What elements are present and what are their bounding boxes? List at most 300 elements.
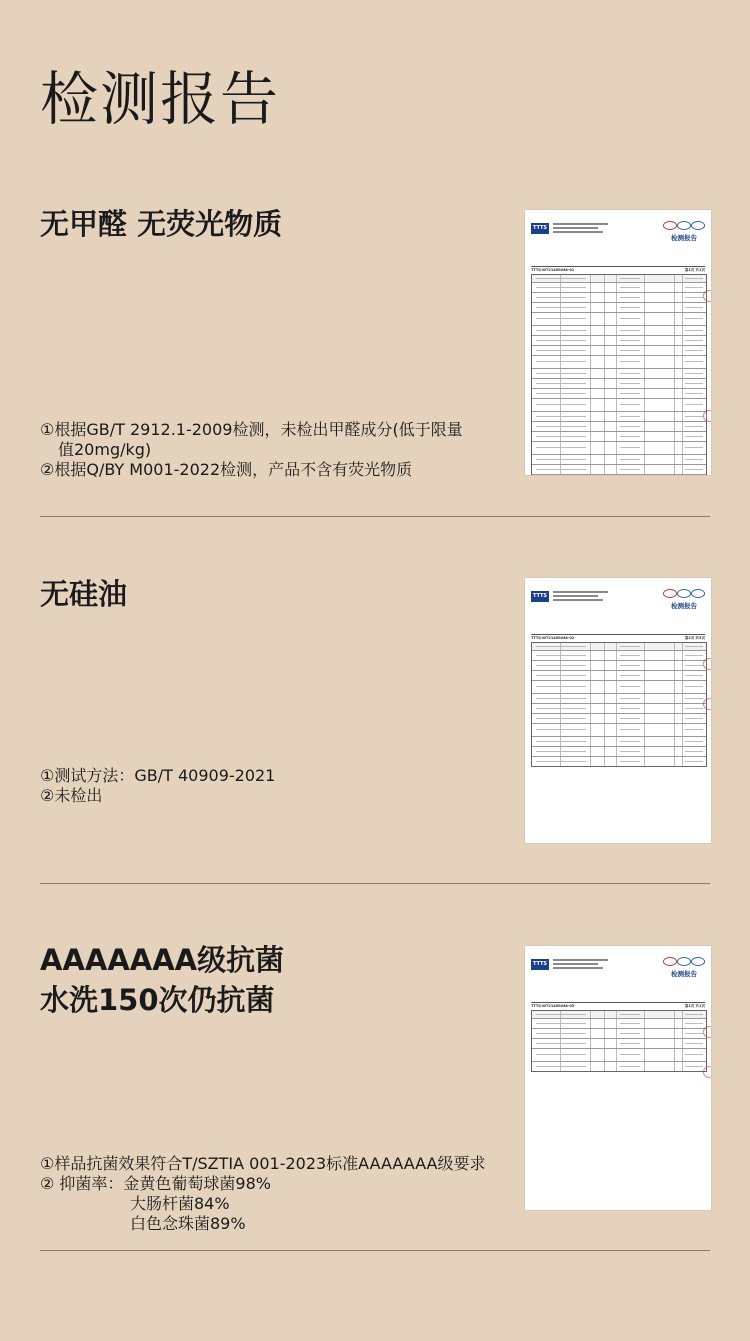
note-line: ①根据GB/T 2912.1-2009检测，未检出甲醛成分(低于限量	[40, 420, 463, 439]
test-report-image	[525, 578, 711, 843]
report-table-col	[604, 671, 605, 680]
report-table-text	[620, 361, 640, 363]
report-rule	[531, 1002, 705, 1003]
report-table-col	[604, 399, 605, 411]
report-table-col	[644, 737, 645, 746]
report-table-col	[590, 1011, 591, 1018]
report-table-text	[685, 708, 703, 710]
report-table-text	[536, 1043, 586, 1045]
report-table-col	[682, 704, 683, 713]
report-table-col	[616, 1062, 617, 1071]
report-table-col	[604, 313, 605, 325]
report-table-col	[604, 724, 605, 736]
report-table-col	[674, 412, 675, 421]
report-table-col	[616, 303, 617, 312]
report-table-col	[682, 455, 683, 464]
report-org-lines	[553, 221, 608, 233]
note-line: 白色念珠菌89%	[130, 1214, 246, 1233]
report-table-row	[532, 292, 706, 302]
note-line: ② 抑菌率：金黄色葡萄球菌98%	[40, 1174, 271, 1193]
report-table-text	[620, 404, 640, 406]
report-table-col	[616, 724, 617, 736]
report-table-col	[644, 356, 645, 368]
report-table-row	[532, 411, 706, 421]
report-table-text	[536, 469, 586, 471]
report-table-col	[604, 336, 605, 345]
report-table-col	[682, 442, 683, 454]
report-table-text	[685, 729, 703, 731]
report-table-row	[532, 1028, 706, 1038]
report-table-col	[590, 651, 591, 660]
report-table-text	[620, 426, 640, 428]
section-notes	[40, 420, 463, 480]
report-table-col	[644, 442, 645, 454]
section-title-line: 水洗150次仍抗菌	[40, 983, 275, 1017]
report-table-col	[644, 283, 645, 292]
report-table-col	[674, 714, 675, 723]
report-table-col	[682, 724, 683, 736]
report-table-col	[590, 379, 591, 388]
report-table-text	[620, 1033, 640, 1035]
report-table-col	[682, 379, 683, 388]
report-table-col	[682, 1019, 683, 1028]
report-table-col	[644, 313, 645, 325]
report-table-text	[685, 447, 703, 449]
report-table-col	[616, 293, 617, 302]
report-table-col	[674, 313, 675, 325]
report-table-col	[616, 1019, 617, 1028]
report-table-col	[682, 313, 683, 325]
ttts-logo: TTTS	[531, 959, 549, 970]
report-table-text	[685, 655, 703, 657]
report-table-text	[685, 1066, 703, 1068]
report-table-text	[620, 646, 640, 648]
report-table-row	[532, 1018, 706, 1028]
report-table-col	[616, 346, 617, 355]
report-table-col	[674, 661, 675, 670]
report-table-col	[682, 275, 683, 282]
report-table-text	[620, 350, 640, 352]
report-table-col	[682, 303, 683, 312]
report-table-col	[674, 455, 675, 464]
report-table-row	[532, 431, 706, 441]
report-table-col	[604, 1011, 605, 1018]
section-divider	[40, 883, 710, 884]
badge-icon	[691, 589, 705, 598]
report-table-col	[644, 671, 645, 680]
report-table-col	[682, 422, 683, 431]
report-table-col	[616, 442, 617, 454]
report-table-row	[532, 441, 706, 454]
report-table-text	[685, 350, 703, 352]
report-table-col	[590, 465, 591, 474]
report-table-col	[682, 432, 683, 441]
red-seal-mark	[703, 658, 711, 670]
section-title	[40, 204, 282, 244]
report-org-lines	[553, 589, 608, 601]
report-table-row	[532, 388, 706, 398]
red-seal-mark	[703, 1066, 711, 1078]
report-table-col	[682, 356, 683, 368]
report-table-text	[536, 751, 586, 753]
report-table-text	[620, 287, 640, 289]
report-table-col	[616, 313, 617, 325]
report-table-col	[616, 465, 617, 474]
report-table-col	[590, 704, 591, 713]
report-table-text	[685, 404, 703, 406]
report-table-text	[620, 665, 640, 667]
report-table-col	[616, 651, 617, 660]
report-table-row	[532, 1048, 706, 1061]
report-table-text	[620, 1066, 640, 1068]
report-table-text	[620, 459, 640, 461]
report-table-col	[616, 356, 617, 368]
badge-icon	[691, 221, 705, 230]
report-table-col	[604, 1049, 605, 1061]
report-table-row	[532, 736, 706, 746]
report-table-text	[620, 416, 640, 418]
report-table-text	[536, 729, 586, 731]
red-seal-mark	[703, 410, 711, 422]
report-table-row	[532, 345, 706, 355]
report-table-col	[616, 336, 617, 345]
report-table-text	[685, 751, 703, 753]
report-table-row	[532, 660, 706, 670]
report-table-text	[620, 698, 640, 700]
report-table-row	[532, 693, 706, 703]
report-table-col	[644, 694, 645, 703]
report-table-row	[532, 643, 706, 650]
report-table-text	[685, 318, 703, 320]
report-table-col	[616, 275, 617, 282]
report-table-text	[620, 1023, 640, 1025]
report-table-text	[620, 383, 640, 385]
report-table-text	[536, 718, 586, 720]
report-table	[531, 642, 707, 767]
report-table-col	[590, 275, 591, 282]
report-table-col	[604, 455, 605, 464]
report-table-text	[620, 761, 640, 763]
report-table-text	[620, 686, 640, 688]
report-table-col	[644, 724, 645, 736]
report-table-text	[620, 1043, 640, 1045]
report-table-text	[620, 373, 640, 375]
report-table-col	[590, 293, 591, 302]
report-table-col	[674, 737, 675, 746]
report-table-text	[536, 330, 586, 332]
section-notes	[40, 766, 275, 806]
report-table-col	[590, 1029, 591, 1038]
report-table-col	[604, 661, 605, 670]
badge-icon	[663, 589, 677, 598]
report-page: 第1页 共1页	[684, 268, 705, 272]
report-table-col	[616, 389, 617, 398]
report-table-col	[644, 346, 645, 355]
report-table-text	[536, 416, 586, 418]
report-table-col	[616, 1039, 617, 1048]
report-table-col	[674, 422, 675, 431]
report-table-col	[674, 694, 675, 703]
report-table-col	[644, 399, 645, 411]
report-table-col	[674, 399, 675, 411]
report-table-col	[644, 1011, 645, 1018]
report-table-text	[536, 741, 586, 743]
report-table-col	[644, 643, 645, 650]
report-table-col	[682, 643, 683, 650]
report-table-text	[536, 383, 586, 385]
report-table-col	[604, 694, 605, 703]
report-table-col	[590, 1039, 591, 1048]
report-table-col	[590, 694, 591, 703]
report-header	[531, 219, 705, 249]
report-table-col	[674, 681, 675, 693]
section-title-line: 无硅油	[40, 577, 128, 611]
report-table-row	[532, 368, 706, 378]
report-table-text	[685, 426, 703, 428]
report-table-col	[674, 275, 675, 282]
report-table-col	[644, 1039, 645, 1048]
report-table-col	[674, 1019, 675, 1028]
report-table-col	[674, 346, 675, 355]
report-table-col	[682, 293, 683, 302]
report-table-row	[532, 670, 706, 680]
report-table-col	[590, 661, 591, 670]
report-number: TTTS-WT21400048-02	[531, 636, 575, 640]
report-table-col	[682, 714, 683, 723]
report-table-row	[532, 421, 706, 431]
report-table-col	[674, 356, 675, 368]
report-table-row	[532, 1061, 706, 1071]
report-table-col	[590, 643, 591, 650]
report-table-col	[616, 455, 617, 464]
report-table-col	[604, 681, 605, 693]
report-table-text	[685, 761, 703, 763]
report-table-text	[536, 404, 586, 406]
page-title: 检测报告	[40, 65, 281, 133]
report-table-col	[674, 465, 675, 474]
report-table-text	[536, 287, 586, 289]
report-rule	[531, 266, 705, 267]
report-table-col	[604, 704, 605, 713]
report-table-row	[532, 355, 706, 368]
report-table-col	[644, 389, 645, 398]
report-table-text	[685, 340, 703, 342]
report-table-col	[590, 422, 591, 431]
report-table-col	[644, 303, 645, 312]
red-seal-mark	[703, 1026, 711, 1038]
report-table-text	[685, 718, 703, 720]
report-table-col	[682, 283, 683, 292]
report-table-col	[644, 369, 645, 378]
report-table-col	[682, 412, 683, 421]
report-table-col	[682, 661, 683, 670]
report-table-col	[674, 1011, 675, 1018]
report-table-col	[674, 303, 675, 312]
report-table-col	[604, 356, 605, 368]
section-1	[0, 190, 750, 518]
report-table-text	[536, 340, 586, 342]
report-title: 检测报告	[671, 234, 697, 242]
report-table-col	[604, 422, 605, 431]
report-table-text	[620, 278, 640, 280]
report-table-row	[532, 703, 706, 713]
report-table-col	[682, 326, 683, 335]
report-table-col	[644, 293, 645, 302]
report-table-col	[674, 1062, 675, 1071]
report-table-col	[604, 651, 605, 660]
report-table-text	[620, 1014, 640, 1016]
note-line: 大肠杆菌84%	[130, 1194, 230, 1213]
report-table-col	[616, 671, 617, 680]
report-table-col	[644, 661, 645, 670]
ttts-logo: TTTS	[531, 591, 549, 602]
report-table-col	[682, 369, 683, 378]
report-table-col	[644, 336, 645, 345]
report-table-col	[682, 399, 683, 411]
report-table-row	[532, 723, 706, 736]
note-line: ①测试方法：GB/T 40909-2021	[40, 766, 276, 785]
report-table-row	[532, 1011, 706, 1018]
report-table-text	[536, 1014, 586, 1016]
report-table-col	[674, 1049, 675, 1061]
report-table	[531, 1010, 707, 1072]
report-org-lines	[553, 957, 608, 969]
report-table-row	[532, 325, 706, 335]
report-table-text	[536, 761, 586, 763]
report-table-col	[590, 389, 591, 398]
report-title: 检测报告	[671, 970, 697, 978]
report-table-text	[536, 675, 586, 677]
report-table-row	[532, 312, 706, 325]
report-table-col	[682, 1039, 683, 1048]
report-table-col	[674, 432, 675, 441]
report-table-text	[536, 278, 586, 280]
report-table-col	[590, 671, 591, 680]
report-table-text	[536, 318, 586, 320]
report-table-text	[620, 741, 640, 743]
report-table-row	[532, 474, 706, 475]
report-table-row	[532, 454, 706, 464]
report-table-col	[616, 1049, 617, 1061]
report-table-row	[532, 1038, 706, 1048]
report-table-col	[674, 326, 675, 335]
report-table-text	[536, 665, 586, 667]
report-table-col	[644, 1049, 645, 1061]
report-table-col	[590, 442, 591, 454]
report-table-text	[685, 297, 703, 299]
section-notes	[40, 1154, 485, 1234]
report-table-col	[616, 714, 617, 723]
report-table-col	[604, 1039, 605, 1048]
report-table-col	[590, 346, 591, 355]
report-table-col	[674, 643, 675, 650]
report-table-col	[590, 1062, 591, 1071]
report-table-col	[604, 1019, 605, 1028]
report-table-text	[536, 459, 586, 461]
report-table-text	[536, 655, 586, 657]
report-table-col	[644, 651, 645, 660]
report-table-col	[682, 681, 683, 693]
report-table-col	[674, 442, 675, 454]
report-table-col	[616, 412, 617, 421]
badge-icon	[663, 957, 677, 966]
report-table-text	[685, 361, 703, 363]
report-table-col	[604, 293, 605, 302]
report-table-col	[682, 671, 683, 680]
report-header	[531, 587, 705, 617]
report-table-text	[536, 646, 586, 648]
report-table-text	[620, 393, 640, 395]
report-table-text	[685, 393, 703, 395]
note-line: ②根据Q/BY M001-2022检测，产品不含有荧光物质	[40, 460, 413, 479]
report-table-col	[674, 747, 675, 756]
section-title-line: AAAAAAA级抗菌	[40, 943, 285, 977]
report-table-text	[685, 307, 703, 309]
report-table-row	[532, 378, 706, 388]
report-table-col	[644, 326, 645, 335]
report-table-col	[682, 651, 683, 660]
report-table-col	[604, 1062, 605, 1071]
test-report-image	[525, 210, 711, 475]
badge-icon	[691, 957, 705, 966]
report-table-text	[685, 416, 703, 418]
report-table-text	[685, 459, 703, 461]
report-table-row	[532, 713, 706, 723]
report-table-col	[604, 389, 605, 398]
report-table-col	[644, 465, 645, 474]
report-table-text	[685, 1043, 703, 1045]
report-table-col	[674, 1029, 675, 1038]
report-table-text	[620, 708, 640, 710]
report-table-text	[536, 307, 586, 309]
report-table-col	[682, 757, 683, 766]
report-table-text	[620, 330, 640, 332]
section-3	[0, 930, 750, 1252]
report-table-row	[532, 756, 706, 766]
report-table-col	[590, 681, 591, 693]
report-table-col	[682, 336, 683, 345]
report-table-text	[536, 1054, 586, 1056]
report-table-text	[685, 665, 703, 667]
report-table-col	[644, 1062, 645, 1071]
report-page: 第1页 共1页	[684, 1004, 705, 1008]
report-table-col	[644, 704, 645, 713]
report-table-text	[685, 741, 703, 743]
report-table-col	[616, 661, 617, 670]
report-table-row	[532, 746, 706, 756]
report-table-col	[590, 412, 591, 421]
red-seal-mark	[703, 290, 711, 302]
report-table-text	[620, 751, 640, 753]
report-table-row	[532, 464, 706, 474]
report-table-col	[644, 379, 645, 388]
report-table-col	[674, 369, 675, 378]
report-table-row	[532, 302, 706, 312]
report-table-col	[604, 442, 605, 454]
report-table-text	[536, 698, 586, 700]
report-table-col	[674, 651, 675, 660]
report-table-col	[644, 714, 645, 723]
report-table-col	[604, 303, 605, 312]
report-table-text	[685, 646, 703, 648]
report-table-col	[616, 1029, 617, 1038]
report-table-col	[674, 389, 675, 398]
report-table-col	[604, 643, 605, 650]
report-table-text	[620, 675, 640, 677]
report-table-col	[644, 757, 645, 766]
note-line: ②未检出	[40, 786, 103, 805]
report-table-col	[674, 757, 675, 766]
